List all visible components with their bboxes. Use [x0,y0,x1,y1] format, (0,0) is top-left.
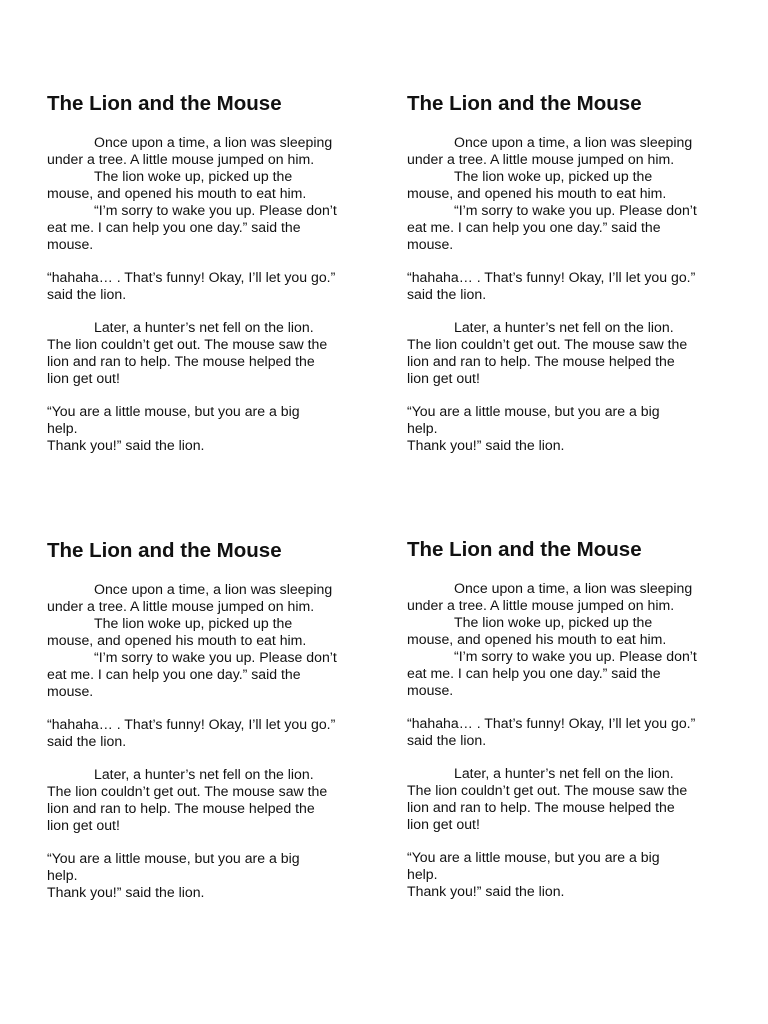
story-body [407,134,737,454]
story-bottom-left [47,539,377,901]
story-line: eat me. I can help you one day.” said the [47,666,301,682]
story-line: eat me. I can help you one day.” said the [47,219,301,235]
story-line: The lion couldn’t get out. The mouse saw the [47,336,328,352]
story-title: The Lion and the Mouse [407,538,642,561]
story-line: The lion couldn’t get out. The mouse saw the [47,783,328,799]
story-bottom-right [407,538,737,900]
story-line: “I’m sorry to wake you up. Please don’t [94,202,337,218]
story-line: lion and ran to help. The mouse helped the [47,353,315,369]
story-title: The Lion and the Mouse [47,92,282,115]
story-line: The lion woke up, picked up the [94,168,293,184]
story-line: lion and ran to help. The mouse helped the [407,353,675,369]
story-line: said the lion. [47,286,127,302]
story-line: The lion woke up, picked up the [454,168,653,184]
story-line: “You are a little mouse, but you are a big [47,403,300,419]
story-line: Once upon a time, a lion was sleeping [94,134,333,150]
story-line: mouse. [47,236,94,252]
story-line: The lion woke up, picked up the [454,614,653,630]
story-line: Thank you!” said the lion. [407,883,565,899]
story-body [47,134,377,454]
story-line: said the lion. [407,732,487,748]
story-line: mouse. [407,682,454,698]
story-line: Once upon a time, a lion was sleeping [454,134,693,150]
story-line: Later, a hunter’s net fell on the lion. [94,766,314,782]
story-body [47,581,377,901]
story-line: Later, a hunter’s net fell on the lion. [94,319,314,335]
story-line: mouse, and opened his mouth to eat him. [47,185,307,201]
story-line: Once upon a time, a lion was sleeping [94,581,333,597]
story-line: eat me. I can help you one day.” said the [407,665,661,681]
story-line: lion get out! [47,370,120,386]
story-line: Later, a hunter’s net fell on the lion. [454,765,674,781]
story-line: under a tree. A little mouse jumped on him. [407,597,675,613]
story-line: “hahaha… . That’s funny! Okay, I’ll let you go.” [407,715,696,731]
story-line: said the lion. [407,286,487,302]
story-line: “I’m sorry to wake you up. Please don’t [454,202,697,218]
story-line: “hahaha… . That’s funny! Okay, I’ll let you go.” [47,716,336,732]
story-line: help. [47,867,78,883]
story-top-right [407,92,737,454]
story-line: Once upon a time, a lion was sleeping [454,580,693,596]
story-line: mouse. [47,683,94,699]
story-line: The lion couldn’t get out. The mouse saw the [407,336,688,352]
story-line: said the lion. [47,733,127,749]
story-line: lion get out! [407,816,480,832]
story-title: The Lion and the Mouse [47,539,282,562]
story-line: under a tree. A little mouse jumped on him. [47,598,315,614]
story-line: “hahaha… . That’s funny! Okay, I’ll let you go.” [407,269,696,285]
story-line: “You are a little mouse, but you are a big [47,850,300,866]
story-line: Thank you!” said the lion. [407,437,565,453]
story-line: mouse, and opened his mouth to eat him. [407,631,667,647]
story-line: lion and ran to help. The mouse helped the [407,799,675,815]
story-line: Thank you!” said the lion. [47,437,205,453]
story-line: mouse, and opened his mouth to eat him. [47,632,307,648]
story-line: The lion woke up, picked up the [94,615,293,631]
story-line: Later, a hunter’s net fell on the lion. [454,319,674,335]
story-top-left [47,92,377,454]
story-line: help. [47,420,78,436]
story-line: mouse. [407,236,454,252]
story-line: “hahaha… . That’s funny! Okay, I’ll let you go.” [47,269,336,285]
story-body [407,580,737,900]
story-line: help. [407,866,438,882]
story-line: eat me. I can help you one day.” said the [407,219,661,235]
story-line: The lion couldn’t get out. The mouse saw the [407,782,688,798]
story-line: “I’m sorry to wake you up. Please don’t [454,648,697,664]
story-line: Thank you!” said the lion. [47,884,205,900]
story-line: “I’m sorry to wake you up. Please don’t [94,649,337,665]
story-line: lion get out! [407,370,480,386]
story-line: under a tree. A little mouse jumped on him. [407,151,675,167]
story-line: “You are a little mouse, but you are a big [407,403,660,419]
story-line: help. [407,420,438,436]
story-line: under a tree. A little mouse jumped on him. [47,151,315,167]
story-line: lion and ran to help. The mouse helped the [47,800,315,816]
story-line: lion get out! [47,817,120,833]
story-line: “You are a little mouse, but you are a big [407,849,660,865]
story-line: mouse, and opened his mouth to eat him. [407,185,667,201]
story-title: The Lion and the Mouse [407,92,642,115]
